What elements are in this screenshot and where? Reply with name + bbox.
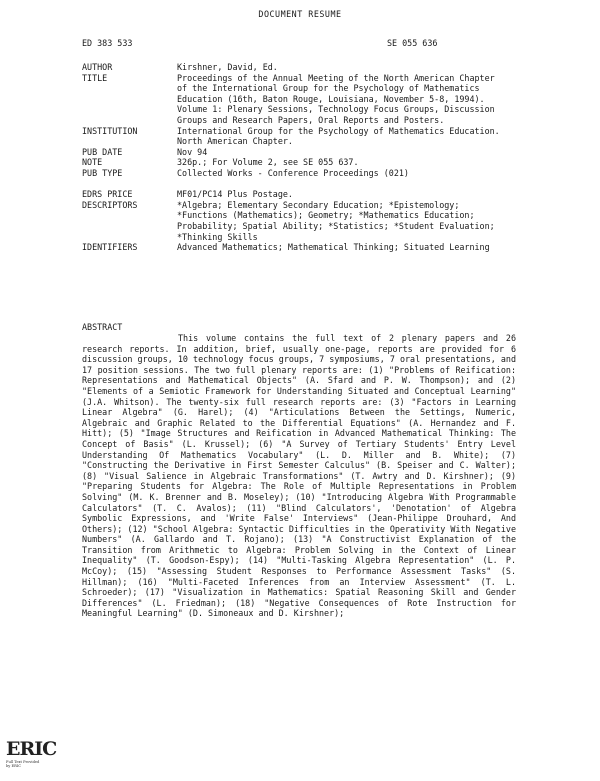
field-label: INSTITUTION (82, 125, 138, 136)
field-edrs-price (82, 189, 502, 200)
field-pub-date (82, 147, 502, 158)
field-label: NOTE (82, 157, 103, 168)
document-title: DOCUMENT RESUME (258, 9, 342, 19)
field-value: MF01/PC14 Plus Postage. (177, 189, 293, 200)
abstract-text (82, 333, 516, 619)
eric-logo-mark: ERIC (6, 738, 57, 760)
field-label: PUB TYPE (82, 167, 123, 178)
eric-logo (6, 738, 57, 776)
field-value: Kirshner, David, Ed. (177, 62, 278, 72)
field-label: TITLE (82, 72, 108, 83)
abstract-heading: ABSTRACT (82, 322, 123, 332)
field-value: Advanced Mathematics; Mathematical Thinking; Situated Learning (177, 242, 490, 253)
field-descriptors (82, 200, 502, 242)
field-identifiers (82, 242, 502, 253)
field-label: AUTHOR (82, 62, 113, 72)
abstract-body: This volume contains the full text of 2 plenary papers and 26 research reports. In addition, brief, usually one-page, reports are provided for 6 discussion groups, 10 technology focus groups, 7 symposiums, 7 oral presentations, and 17 position sessions. The two full plenary reports are: (1) "Problems of Reification: Representations and Mathematical Objects" (A. Sfard and P. W. Thompson); and (2) "Elements of a Semiotic Framework for Understanding Situated and Conceptual Learning" (J.A. Whitson). The twenty-six full research reports are: (3) "Factors in Learning Linear Algebra" (G. Harel); (4) "Articulations Between the Settings, Numeric, Algebraic and Graphic Related to the Differential Equations" (A. Hernandez and F. Hitt); (5) "Image Structures and Reification in Advanced Mathematical Thinking: The Concept of Basis" (L. Krussel); (6) "A Survey of Tertiary Students' Entry Level Understanding Of Mathematics Vocabulary" (L. D. Miller and B. White); (7) "Constructing the Derivative in First Semester Calculus" (B. Speiser and C. Walter); (8) "Visual Salience in Algebraic Transformations" (T. Awtry and D. Kirshner); (9) "Preparing Students for Algebra: The Role of Multiple Representations in Problem Solving" (M. K. Brenner and B. Moseley); (10) "Introducing Algebra With Programmable Calculators" (T. C. Avalos); (11) "Blind Calculators', 'Denotation' of Algebra Symbolic Expressions, and 'Write False' Interviews" (Jean-Philippe Drouhard, And Others); (12) "School Algebra: Syntactic Difficulties in the Operativity With Negative Numbers" (A. Gallardo and T. Rojano); (13) "A Constructivist Explanation of the Transition from Arithmetic to Algebra: Problem Solving in the Context of Linear Inequality" (T. Goodson-Espy); (14) "Multi-Tasking Algebra Representation" (L. P. McCoy); (15) "Assessing Student Responses to Performance Assessment Tasks" (S. Hillman); (16) "Multi-Faceted Inferences from an Interview Assessment" (T. L. Schroeder); (17) "Visualization in Mathematics: Spatial Reasoning Skill and Gender Differences" (L. Friedman); (18) "Negative Consequences of Rote Instruction for Meaningful Learning" (D. Simoneaux and D. Kirshner); (82, 333, 516, 619)
field-note (82, 157, 502, 168)
field-value: *Algebra; Elementary Secondary Education; *Epistemology; *Functions (Mathematics); Geometry; *Mathematics Education; Probability; Spatial Ability; *Statistics; *Student Evaluation; *Thinking Skills (177, 199, 495, 242)
eric-logo-subtitle: Full Text Provided by ERIC (6, 760, 40, 768)
field-label: PUB DATE (82, 146, 123, 157)
field-label: IDENTIFIERS (82, 242, 138, 253)
field-author (82, 62, 502, 73)
field-label: EDRS PRICE (82, 189, 133, 200)
field-institution (82, 126, 502, 147)
field-value: Proceedings of the Annual Meeting of the North American Chapter of the International Group for the Psychology of Mathematics Education (16th, Baton Rouge, Louisiana, November 5-8, 1994). Volume 1: Plenary Sessions, Technology Focus Groups, Discussion Groups and Research Papers, Oral Reports and Posters. (177, 72, 495, 125)
ed-number: ED 383 533 (82, 38, 133, 48)
field-value: International Group for the Psychology of Mathematics Education. North American Chapter. (177, 125, 500, 147)
field-pub-type (82, 168, 502, 179)
field-value: Collected Works - Conference Proceedings (021) (177, 167, 409, 178)
field-value: Nov 94 (177, 146, 208, 157)
spacer (82, 179, 502, 190)
field-label: DESCRIPTORS (82, 199, 138, 210)
metadata-fields (82, 62, 502, 253)
field-title (82, 73, 502, 126)
se-number: SE 055 636 (387, 38, 438, 48)
field-value: 326p.; For Volume 2, see SE 055 637. (177, 157, 359, 168)
